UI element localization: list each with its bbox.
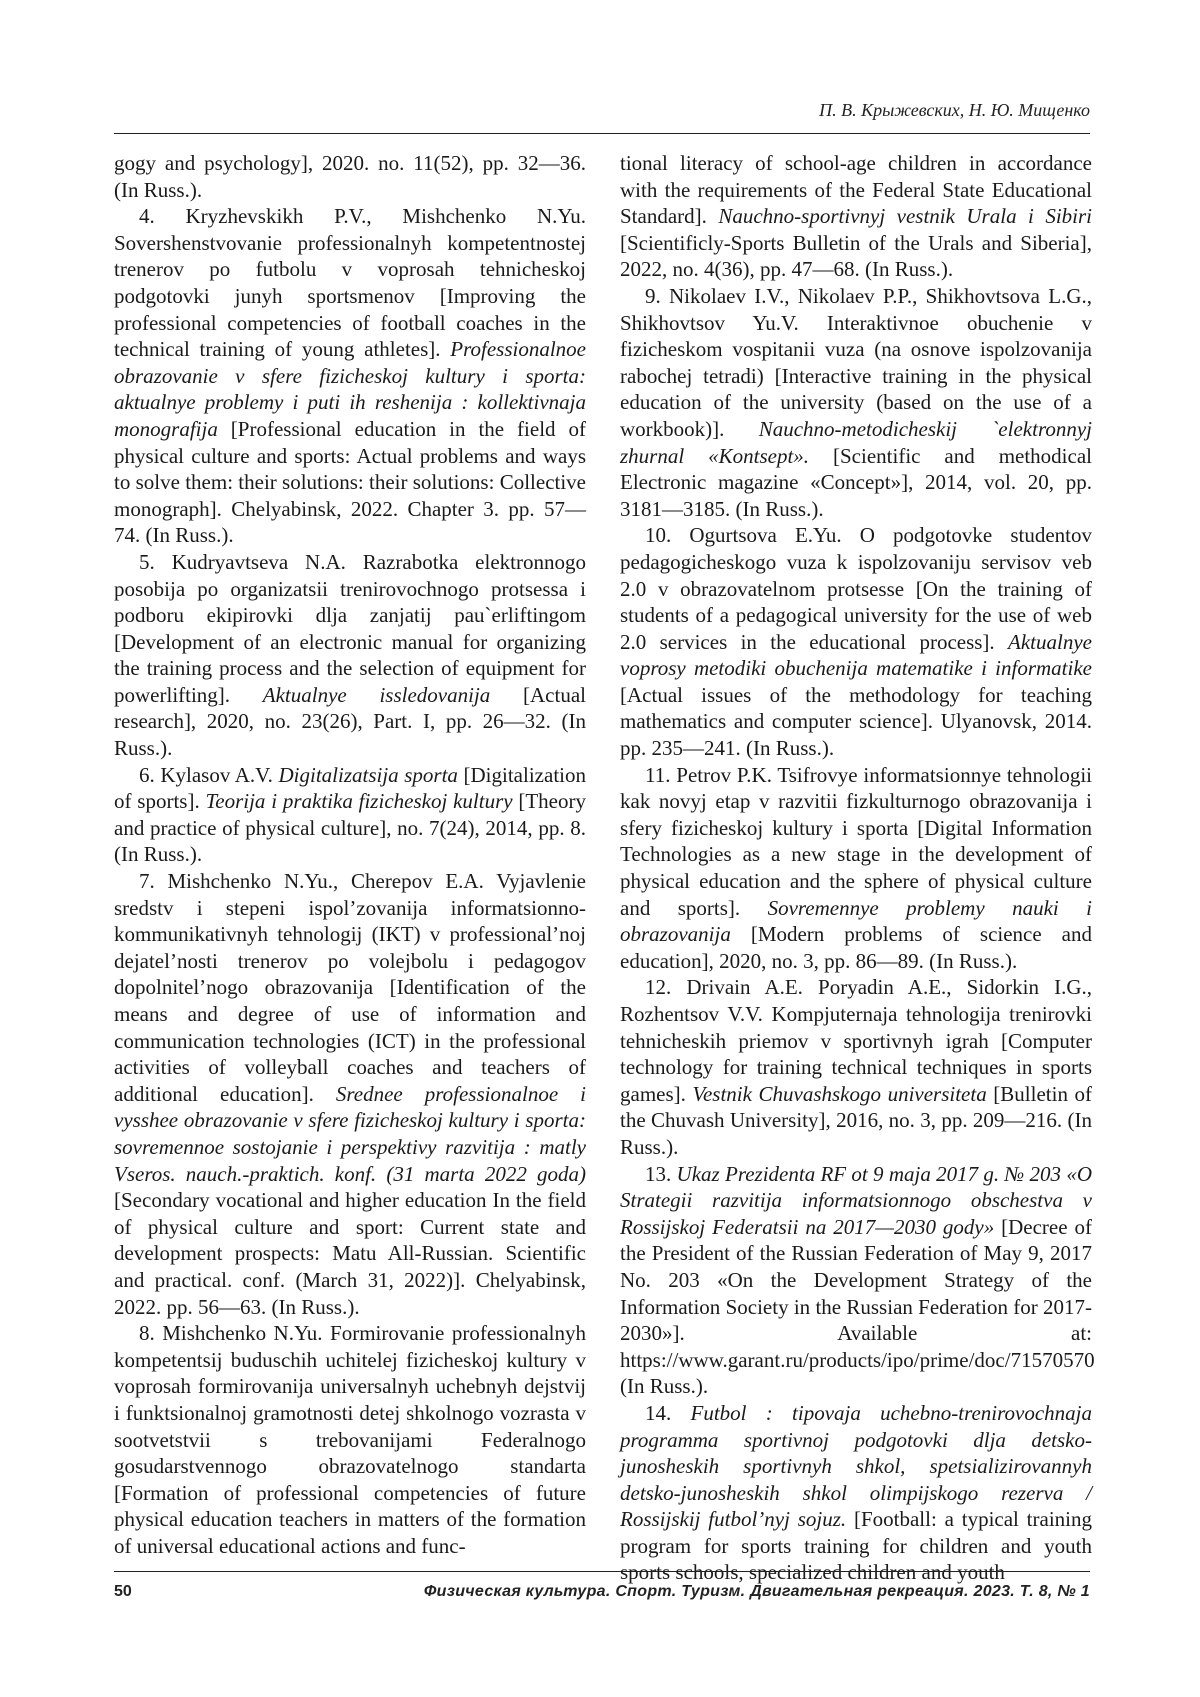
reference-text: [Theory and practice of physical culture], no. 7(24), 2014, pp. 8. (In Russ.).	[114, 789, 586, 867]
header-rule	[114, 133, 1090, 134]
reference-entry	[620, 522, 1092, 761]
references-right-column	[620, 150, 1095, 1586]
reference-text: [Scientific and methodical Electronic magazine «Concept»], 2014, vol. 20, pp. 3181—3185. (In Russ.).	[620, 443, 1092, 521]
reference-italic-title: Professionalnoe obrazovanie v sfere fizicheskoj kultury i sporta: aktualnye problemy i puti ih reshenija : kollektivnaja monografija	[114, 337, 586, 441]
reference-text: [Scientificly-Sports Bulletin of the Urals and Siberia], 2022, no. 4(36), pp. 47—68. (In Russ.).	[620, 230, 1092, 282]
reference-entry	[114, 868, 586, 1320]
reference-text: 13.	[645, 1161, 677, 1186]
reference-italic-title: Aktualnye issledovanija	[262, 682, 491, 707]
reference-italic-title: Aktualnye voprosy metodiki obuchenija matematike i informatike	[620, 629, 1092, 681]
reference-entry	[620, 1400, 1092, 1586]
reference-text: [Secondary vocational and higher education In the field of physical culture and sport: Current state and development prospects: Matu All-Russian. Scientific and practical. conf. (March 31, 2022)]. Chelyabinsk, 2022. pp. 56—63. (In Russ.).	[114, 1188, 586, 1319]
page-number: 50	[114, 1583, 132, 1600]
reference-entry	[114, 762, 586, 868]
reference-text: [Professional education in the field of physical culture and sports: Actual problems and ways to solve them: their solutions: their solutions: Collective monograph]. Chelyabinsk, 2022. Chapter 3. pp. 57—74. (In Russ.).	[114, 416, 586, 548]
reference-text: [Modern problems of science and education], 2020, no. 3, pp. 86—89. (In Russ.).	[620, 922, 1092, 973]
journal-footer-title: Физическая культура. Спорт. Туризм. Двигательная рекреация. 2023. Т. 8, № 1	[423, 1583, 1090, 1600]
reference-entry	[620, 974, 1092, 1160]
running-head-authors: П. В. Крыжевских, Н. Ю. Мищенко	[819, 100, 1090, 120]
reference-entry	[114, 549, 586, 762]
reference-entry	[620, 1161, 1095, 1400]
reference-italic-title: Ukaz Prezidenta RF ot 9 maja 2017 g. № 203 «O Strategii razvitija informatsionnogo obschestva v Rossijskoj Federatsii na 2017—2030 gody»	[620, 1161, 1093, 1239]
reference-text: [Actual issues of the methodology for teaching mathematics and computer science]. Ulyanovsk, 2014. pp. 235—241. (In Russ.).	[620, 682, 1092, 761]
reference-text: 10. Ogurtsova E.Yu. O podgotovke studentov pedagogicheskogo vuza k ispolzovaniju servisov veb 2.0 v obrazovatelnom protsesse [On the training of students of a pedagogical university for the use of web 2.0 services in the educational process].	[620, 523, 1092, 654]
reference-text: [Actual research], 2020, no. 23(26), Part. I, pp. 26—32. (In Russ.).	[114, 682, 586, 761]
reference-entry	[620, 150, 1092, 283]
reference-italic-title: Nauchno-metodicheskij `elektronnyj zhurnal «Kontsept».	[620, 416, 1092, 468]
references-left-column	[114, 150, 586, 1559]
reference-entry	[114, 1320, 586, 1559]
reference-text: 7. Mishchenko N.Yu., Cherepov E.A. Vyjavlenie sredstv i stepeni ispol’zovanija informatsionno-kommunikativnyh tehnologij (IKT) v professional’noj dejatel’nosti trenerov po volejbolu i pedagogov dopolnitel’nogo obrazovanija [Identification of the means and degree of use of information and communication technologies (ICT) in the professional activities of volleyball coaches and teachers of additional education].	[114, 869, 586, 1106]
reference-text: [Decree of the President of the Russian Federation of May 9, 2017 No. 203 «On the Development Strategy of the Information Society in the Russian Federation for 2017-2030»]. Available at: https://www.garant.ru/products/ipo/prime/doc/71570570 (In Russ.).	[620, 1214, 1095, 1399]
reference-text: 11. Petrov P.K. Tsifrovye informatsionnye tehnologii kak novyj etap v razvitii fizkulturnogo obrazovanija i sfery fizicheskoj kultury i sporta [Digital Information Technologies as a new stage in the development of physical education and the sphere of physical culture and sports].	[620, 762, 1092, 920]
reference-text: 9. Nikolaev I.V., Nikolaev P.P., Shikhovtsova L.G., Shikhovtsov Yu.V. Interaktivnoe obuchenie v fizicheskom vospitanii vuza (na osnove ispolzovanija rabochej tetradi) [Interactive training in the physical education of the university (based on the use of a workbook)].	[620, 283, 1092, 441]
reference-text: gogy and psychology], 2020. no. 11(52), pp. 32—36. (In Russ.).	[114, 151, 586, 202]
reference-text: 14.	[645, 1400, 691, 1425]
reference-text: [Bulletin of the Chuvash University], 2016, no. 3, pp. 209—216. (In Russ.).	[620, 1081, 1092, 1159]
reference-entry	[114, 203, 586, 549]
reference-text: [Digitalization of sports].	[114, 762, 586, 814]
reference-italic-title: Futbol : tipovaja uchebno-trenirovochnaja programma sportivnoj podgotovki dlja detsko-junosheskih sportivnyh shkol, spetsializirovannyh detsko-junosheskih shkol olimpijskogo rezerva / Rossijskij futbol’nyj sojuz.	[620, 1400, 1093, 1532]
reference-italic-title: Srednee professionalnoe i vysshee obrazovanie v sfere fizicheskoj kultury i sporta: sovremennoe sostojanie i perspektivy razvitija : matly Vseros. nauch.-praktich. konf. (31 marta 2022 goda)	[114, 1081, 586, 1186]
reference-italic-title: Vestnik Chuvashskogo universiteta	[692, 1081, 987, 1106]
reference-italic-title: Nauchno-sportivnyj vestnik Urala i Sibiri	[718, 204, 1092, 229]
reference-text: [Football: a typical training program for sports training for children and youth sports schools, specialized children and youth	[620, 1507, 1092, 1585]
reference-italic-title: Teorija i praktika fizicheskoj kultury	[205, 789, 513, 814]
reference-text: 5. Kudryavtseva N.A. Razrabotka elektronnogo posobija po organizatsii trenirovochnogo protsessa i podboru ekipirovki dlja zanjatij pau`erliftingom [Development of an electronic manual for organizing the training process and the selection of equipment for powerlifting].	[114, 549, 586, 707]
reference-entry	[620, 283, 1092, 522]
reference-text: 8. Mishchenko N.Yu. Formirovanie professionalnyh kompetentsij buduschih uchitelej fizicheskoj kultury v voprosah formirovanija universalnyh uchebnyh dejstvij i funktsionalnoj gramotnosti detej shkolnogo vozrasta v sootvetstvii s trebovanijami Federalnogo gosudarstvennogo obrazovatelnogo standarta [Formation of professional competencies of future physical education teachers in matters of the formation of universal educational actions and func-	[114, 1321, 586, 1558]
reference-text: 4. Kryzhevskikh P.V., Mishchenko N.Yu. Sovershenstvovanie professionalnyh kompetentnostej trenerov po futbolu v voprosah tehnicheskoj podgotovki junyh sportsmenov [Improving the professional competencies of football coaches in the technical training of young athletes].	[114, 204, 586, 362]
reference-text: 6. Kylasov A.V.	[139, 762, 279, 787]
reference-italic-title: Digitalizatsija sporta	[278, 762, 458, 787]
reference-entry	[114, 150, 586, 203]
reference-text: tional literacy of school-age children in accordance with the requirements of the Federal State Educational Standard].	[620, 151, 1092, 229]
reference-entry	[620, 762, 1092, 975]
reference-text: 12. Drivain A.E. Poryadin A.E., Sidorkin I.G., Rozhentsov V.V. Kompjuternaja tehnologija trenirovki tehnicheskih priemov v sportivnyh igrah [Computer technology for training technical techniques in sports games].	[620, 975, 1092, 1106]
reference-italic-title: Sovremennye problemy nauki i obrazovanija	[620, 895, 1092, 947]
footer-rule	[114, 1571, 1090, 1572]
